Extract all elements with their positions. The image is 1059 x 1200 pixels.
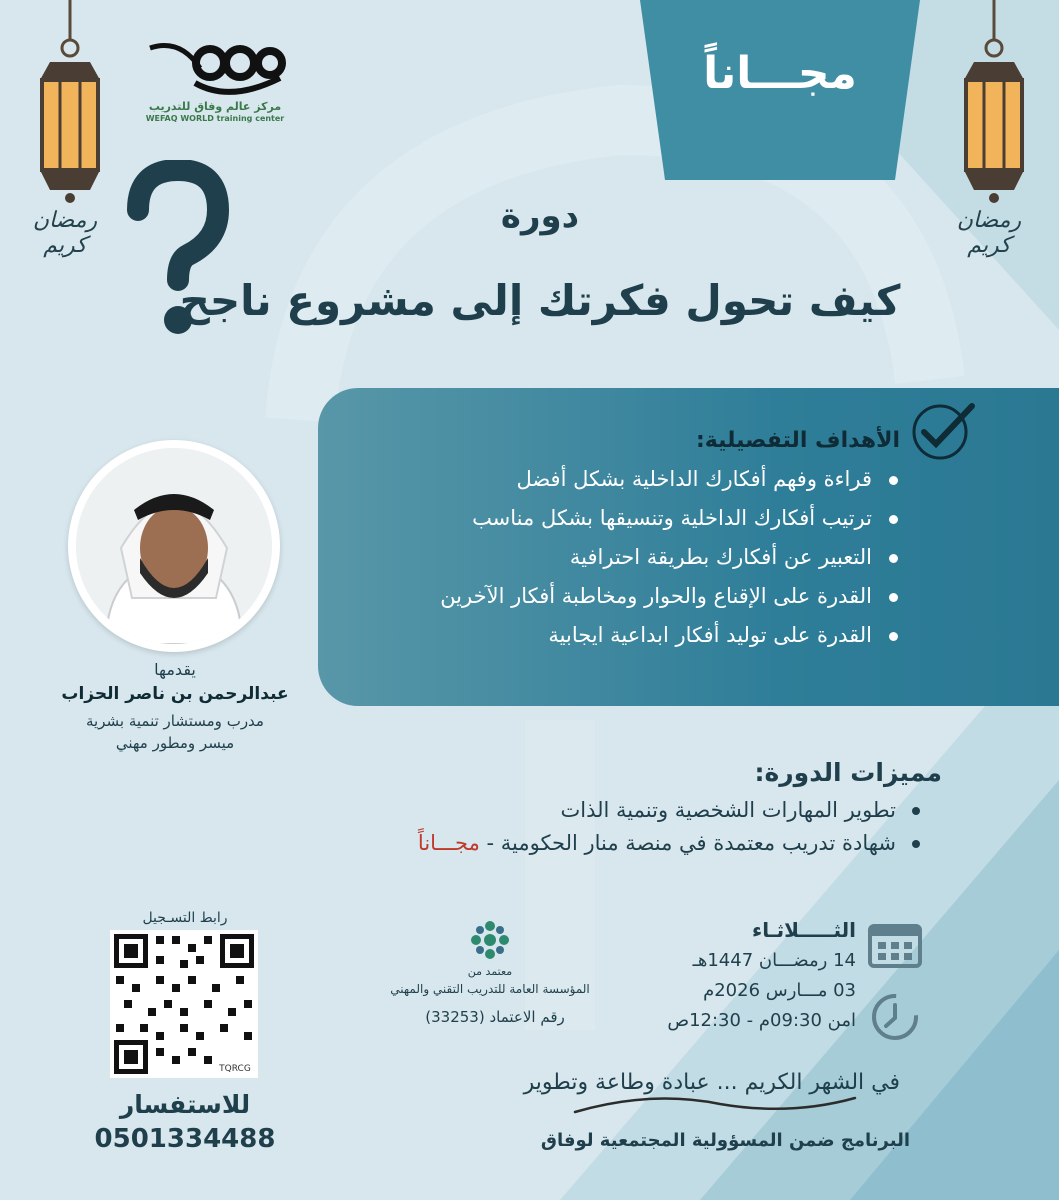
accreditation-number: رقم الاعتماد (33253)	[425, 1008, 565, 1026]
slogan-underline-swoosh	[570, 1090, 860, 1118]
course-title: كيف تحول فكرتك إلى مشروع ناجح	[179, 276, 901, 325]
logo-arabic-text: مركز عالم وفاق للتدريب	[148, 100, 282, 113]
registration-label: رابط التسـجيل	[142, 910, 228, 926]
goal-item: ترتيب أفكارك الداخلية وتنسيقها بشكل مناسب	[340, 499, 900, 538]
free-banner-text: مجـــاناً	[703, 48, 857, 99]
accreditation-org: المؤسسة العامة للتدريب التقني والمهني	[390, 982, 590, 996]
goal-item: القدرة على الإقناع والحوار ومخاطبة أفكار الآخرين	[340, 577, 900, 616]
qr-brand-text: TQRCG	[219, 1064, 251, 1074]
schedule-day: الثـــــلاثـاء	[752, 918, 856, 942]
ramadan-calligraphy-right: رمضان كريم	[956, 208, 1022, 258]
inquiry-label: للاستفسار	[119, 1090, 251, 1119]
feature-item: تطوير المهارات الشخصية وتنمية الذات	[300, 794, 922, 827]
presenter-role: ميسر ومطور مهني	[115, 734, 235, 752]
presenter-name: عبدالرحمن بن ناصر الحزاب	[61, 684, 289, 704]
presenter-role: مدرب ومستشار تنمية بشرية	[86, 712, 264, 730]
feature-item	[300, 827, 922, 860]
inquiry-phone[interactable]: 0501334488	[94, 1124, 276, 1154]
features-title: مميزات الدورة:	[754, 758, 942, 787]
presenter-avatar-icon	[76, 448, 272, 644]
qr-code-icon	[110, 930, 258, 1078]
slogan: في الشهر الكريم ... عبادة وطاعة وتطوير	[523, 1070, 900, 1095]
presenter-label: يقدمها	[154, 660, 196, 679]
wefaq-logo	[140, 28, 290, 128]
presenter-photo	[76, 448, 272, 644]
program-note: البرنامج ضمن المسؤولية المجتمعية لوفاق	[540, 1130, 910, 1151]
lantern-right-icon	[944, 0, 1044, 220]
schedule-date-hijri: 14 رمضـــان 1447هـ	[692, 950, 856, 971]
goals-list	[340, 460, 900, 655]
feature-item-text: شهادة تدريب معتمدة في منصة منار الحكومية -	[479, 831, 896, 855]
accreditation-label: معتمد من	[467, 965, 513, 978]
calendar-icon	[866, 920, 924, 970]
goals-title: الأهداف التفصيلية:	[695, 428, 900, 453]
goal-item: التعبير عن أفكارك بطريقة احترافية	[340, 538, 900, 577]
schedule-date-gregorian: 03 مـــارس 2026م	[703, 980, 856, 1001]
lantern-left-icon	[20, 0, 120, 220]
feature-free-highlight: مجـــاناً	[417, 831, 480, 855]
schedule-time: امن 09:30م - 12:30ص	[667, 1010, 856, 1031]
clock-icon	[866, 990, 924, 1042]
ramadan-calligraphy-left: رمضان كريم	[32, 208, 98, 258]
registration-qr-code[interactable]	[110, 930, 258, 1078]
goal-item: القدرة على توليد أفكار ابداعية ايجابية	[340, 616, 900, 655]
logo-english-text: WEFAQ WORLD training center	[145, 114, 285, 123]
features-list	[300, 794, 922, 860]
tvtc-logo	[468, 918, 512, 962]
check-circle-icon	[900, 398, 980, 462]
course-label: دورة	[500, 196, 580, 236]
goal-item: قراءة وفهم أفكارك الداخلية بشكل أفضل	[340, 460, 900, 499]
